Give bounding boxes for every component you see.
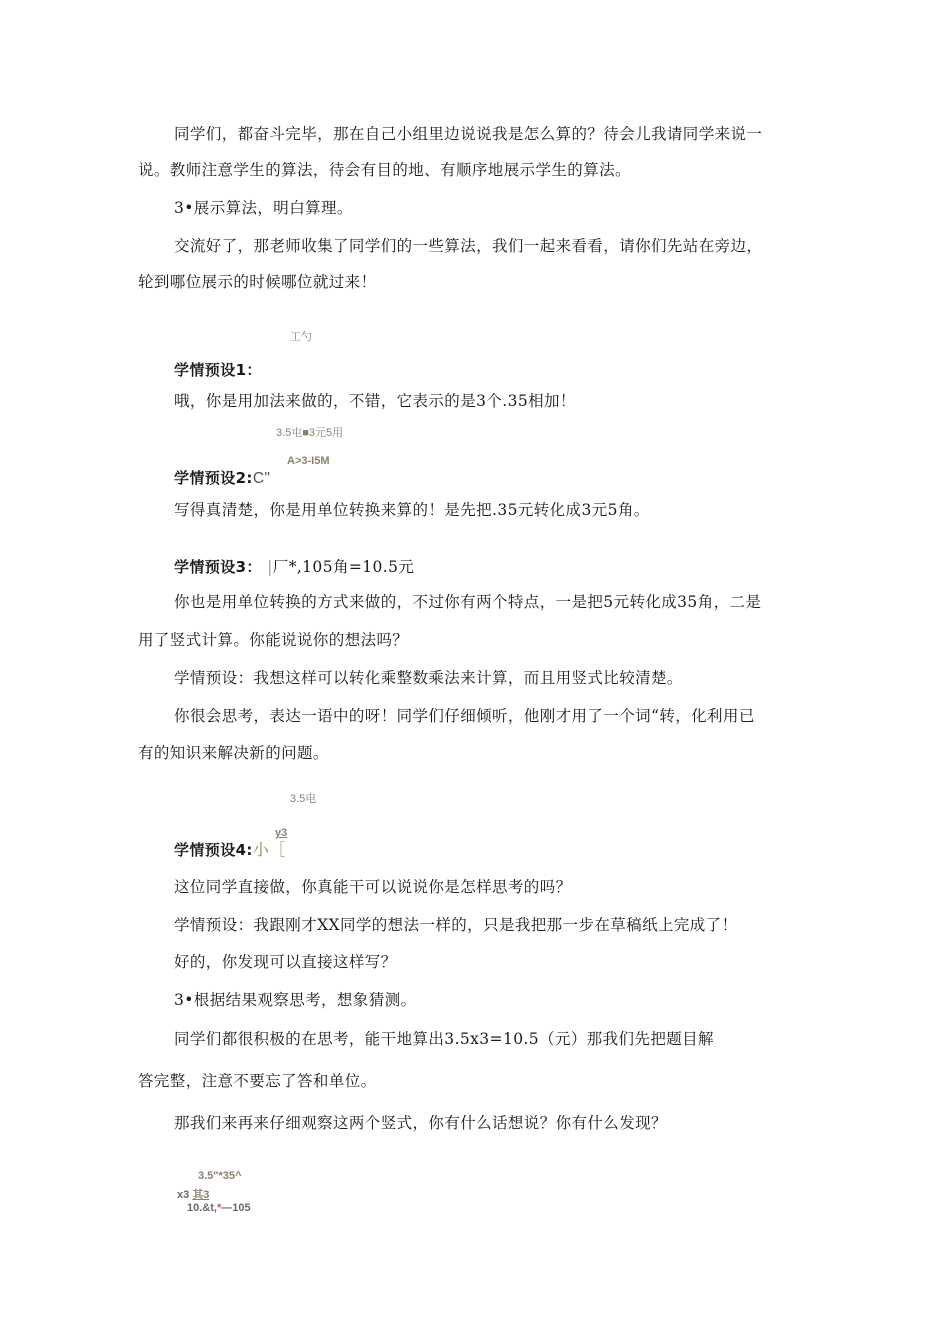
case2-label: 学情预设2: [174, 469, 253, 487]
figure-fragment-4: 3.5电 [290, 793, 317, 805]
case2-text: 写得真清楚，你是用单位转换来算的！是先把.35元转化成3元5角。 [174, 501, 650, 519]
figure-vertical-line1: 3.5"*35^ [198, 1170, 242, 1182]
case3-line [174, 557, 414, 577]
figure-fragment-2: 3.5屯■3元5用 [276, 427, 344, 439]
figure-vertical-multiplier: x3 [177, 1189, 190, 1201]
paragraph-intro-line2: 说。教师注意学生的算法，待会有目的地、有顺序地展示学生的算法。 [138, 161, 631, 179]
section-heading-observe: 3•根据结果观察思考，想象猜测。 [174, 991, 417, 1009]
figure-vertical-line3 [187, 1202, 251, 1214]
figure-fragment-1: 工勺 [290, 331, 312, 343]
case3-label: 学情预设3： [174, 558, 262, 576]
paragraph-collect-line1: 交流好了，那老师收集了同学们的一些算法，我们一起来看看，请你们先站在旁边， [174, 237, 763, 255]
case4-label: 学情预设4: [174, 841, 253, 859]
case3-text-line2: 用了竖式计算。你能说说你的想法吗？ [138, 631, 409, 649]
section-heading-show-methods: 3•展示算法，明白算理。 [174, 199, 353, 217]
figure-vertical-result-c: —105 [221, 1202, 251, 1214]
figure-vertical-result-a: 10.&t, [187, 1202, 217, 1214]
case4-line [174, 840, 286, 860]
case3-text-line1: 你也是用单位转换的方式来做的，不过你有两个特点，一是把5元转化成35角，二是 [174, 593, 762, 611]
figure-vertical-result-b: * [216, 1202, 222, 1214]
figure-fragment-5: y3 [275, 827, 288, 839]
paragraph-answer-line1: 同学们都很积极的在思考，能干地算出3.5x3=10.5（元）那我们先把题目解 [174, 1030, 714, 1048]
figure-vertical-line2 [177, 1186, 209, 1202]
case2-line [174, 468, 270, 489]
paragraph-intro-line1: 同学们，都奋斗完毕，那在自己小组里边说说我是怎么算的？待会儿我请同学来说一 [174, 125, 763, 143]
paragraph-collect-line2: 轮到哪位展示的时候哪位就过来！ [138, 273, 377, 291]
case3-praise-line1: 你很会思考，表达一语中的呀！同学们仔细倾听，他刚才用了一个词“转，化利用已 [174, 707, 755, 725]
case1-text: 哦，你是用加法来做的，不错，它表示的是3个.35相加！ [174, 392, 576, 410]
case3-praise-line2: 有的知识来解决新的问题。 [138, 744, 329, 762]
case4-suffix: 小［ [252, 840, 286, 859]
case4-text: 这位同学直接做，你真能干可以说说你是怎样思考的吗？ [174, 878, 572, 896]
case4-followup: 好的，你发现可以直接这样写？ [174, 953, 397, 971]
paragraph-answer-line2: 答完整，注意不要忘了答和单位。 [138, 1072, 377, 1090]
figure-fragment-3: A>3-I5M [287, 455, 330, 467]
case2-suffix: C" [252, 470, 271, 487]
case1-label: 学情预设1： [174, 361, 262, 379]
case3-inline: 厂*,105角=10.5元 [272, 558, 415, 576]
paragraph-observe-question: 那我们来再来仔细观察这两个竖式，你有什么话想说？你有什么发现？ [174, 1114, 667, 1132]
case4-reply: 学情预设：我跟刚才XX同学的想法一样的，只是我把那一步在草稿纸上完成了！ [174, 916, 738, 934]
case3-reply: 学情预设：我想这样可以转化乘整数乘法来计算，而且用竖式比较清楚。 [174, 669, 683, 687]
case3-bar: | [267, 558, 273, 576]
figure-vertical-underlined: 其3 [192, 1189, 210, 1201]
